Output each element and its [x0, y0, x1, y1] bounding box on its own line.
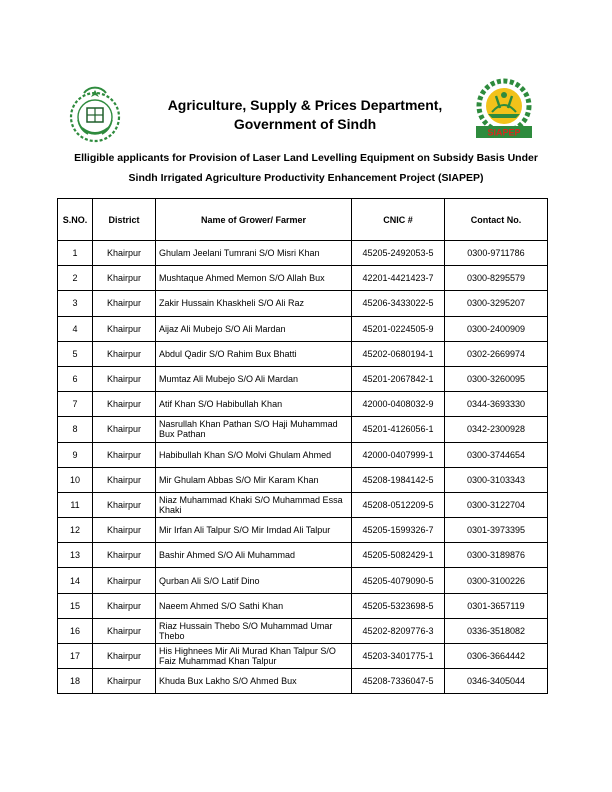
- cell-contact: 0342-2300928: [445, 417, 548, 442]
- cell-name: Mumtaz Ali Mubejo S/O Ali Mardan: [156, 366, 352, 391]
- cell-cnic: 45202-0680194-1: [352, 341, 445, 366]
- page-header: [0, 0, 612, 200]
- cell-cnic: 45206-3433022-5: [352, 291, 445, 316]
- table-row: [58, 241, 548, 266]
- cell-cnic: 42000-0407999-1: [352, 442, 445, 467]
- table-row: [58, 291, 548, 316]
- header-district: District: [93, 199, 156, 241]
- cell-contact: 0346-3405044: [445, 669, 548, 694]
- cell-contact: 0302-2669974: [445, 341, 548, 366]
- cell-name: Mushtaque Ahmed Memon S/O Allah Bux: [156, 266, 352, 291]
- cell-name: Atif Khan S/O Habibullah Khan: [156, 392, 352, 417]
- cell-contact: 0301-3657119: [445, 593, 548, 618]
- cell-district: Khairpur: [93, 543, 156, 568]
- cell-name: His Highnees Mir Ali Murad Khan Talpur S/O Faiz Muhammad Khan Talpur: [156, 644, 352, 669]
- cell-district: Khairpur: [93, 291, 156, 316]
- cell-contact: 0300-3100226: [445, 568, 548, 593]
- cell-sno: 13: [58, 543, 93, 568]
- cell-sno: 9: [58, 442, 93, 467]
- cell-cnic: 45208-1984142-5: [352, 467, 445, 492]
- cell-contact: 0300-2400909: [445, 316, 548, 341]
- cell-sno: 3: [58, 291, 93, 316]
- cell-sno: 11: [58, 492, 93, 517]
- document-subtitle: [40, 148, 572, 188]
- cell-sno: 12: [58, 518, 93, 543]
- sindh-government-emblem-icon: [66, 84, 124, 146]
- cell-sno: 18: [58, 669, 93, 694]
- table-row: [58, 593, 548, 618]
- cell-cnic: 45201-2067842-1: [352, 366, 445, 391]
- cell-name: Naeem Ahmed S/O Sathi Khan: [156, 593, 352, 618]
- cell-sno: 6: [58, 366, 93, 391]
- cell-name: Habibullah Khan S/O Molvi Ghulam Ahmed: [156, 442, 352, 467]
- cell-name: Khuda Bux Lakho S/O Ahmed Bux: [156, 669, 352, 694]
- cell-contact: 0300-9711786: [445, 241, 548, 266]
- cell-district: Khairpur: [93, 644, 156, 669]
- table-row: [58, 341, 548, 366]
- table-row: [58, 644, 548, 669]
- cell-sno: 16: [58, 618, 93, 643]
- cell-name: Mir Irfan Ali Talpur S/O Mir Imdad Ali Talpur: [156, 518, 352, 543]
- cell-name: Aijaz Ali Mubejo S/O Ali Mardan: [156, 316, 352, 341]
- cell-district: Khairpur: [93, 568, 156, 593]
- cell-sno: 14: [58, 568, 93, 593]
- cell-district: Khairpur: [93, 316, 156, 341]
- table-row: [58, 518, 548, 543]
- cell-district: Khairpur: [93, 618, 156, 643]
- cell-name: Qurban Ali S/O Latif Dino: [156, 568, 352, 593]
- table-row: [58, 392, 548, 417]
- cell-sno: 5: [58, 341, 93, 366]
- cell-contact: 0300-3122704: [445, 492, 548, 517]
- cell-district: Khairpur: [93, 467, 156, 492]
- cell-cnic: 42000-0408032-9: [352, 392, 445, 417]
- cell-contact: 0300-3744654: [445, 442, 548, 467]
- table-header-row: [58, 199, 548, 241]
- cell-contact: 0336-3518082: [445, 618, 548, 643]
- cell-contact: 0300-3103343: [445, 467, 548, 492]
- cell-cnic: 45205-5082429-1: [352, 543, 445, 568]
- cell-district: Khairpur: [93, 366, 156, 391]
- siapep-logo-text: SIAPEP: [487, 127, 521, 138]
- cell-sno: 4: [58, 316, 93, 341]
- department-title: [150, 96, 460, 134]
- cell-name: Bashir Ahmed S/O Ali Muhammad: [156, 543, 352, 568]
- header-cnic: CNIC #: [352, 199, 445, 241]
- cell-name: Zakir Hussain Khaskheli S/O Ali Raz: [156, 291, 352, 316]
- table-row: [58, 266, 548, 291]
- cell-name: Abdul Qadir S/O Rahim Bux Bhatti: [156, 341, 352, 366]
- cell-sno: 2: [58, 266, 93, 291]
- cell-sno: 10: [58, 467, 93, 492]
- header-sno: S.NO.: [58, 199, 93, 241]
- cell-district: Khairpur: [93, 669, 156, 694]
- table-row: [58, 442, 548, 467]
- cell-cnic: 45205-4079090-5: [352, 568, 445, 593]
- applicants-table: [57, 198, 548, 694]
- cell-cnic: 45208-7336047-5: [352, 669, 445, 694]
- cell-cnic: 45202-8209776-3: [352, 618, 445, 643]
- header-contact: Contact No.: [445, 199, 548, 241]
- table-row: [58, 618, 548, 643]
- cell-name: Nasrullah Khan Pathan S/O Haji Muhammad Bux Pathan: [156, 417, 352, 442]
- cell-district: Khairpur: [93, 241, 156, 266]
- cell-district: Khairpur: [93, 492, 156, 517]
- table-row: [58, 543, 548, 568]
- cell-cnic: 45205-2492053-5: [352, 241, 445, 266]
- subtitle-line2: Sindh Irrigated Agriculture Productivity Enhancement Project (SIAPEP): [128, 172, 484, 184]
- cell-cnic: 45201-4126056-1: [352, 417, 445, 442]
- subtitle-line1: Elligible applicants for Provision of Laser Land Levelling Equipment on Subsidy Basis Under: [74, 152, 538, 164]
- table-row: [58, 316, 548, 341]
- cell-sno: 15: [58, 593, 93, 618]
- department-title-line2: Government of Sindh: [233, 116, 377, 132]
- table-row: [58, 366, 548, 391]
- cell-district: Khairpur: [93, 341, 156, 366]
- cell-district: Khairpur: [93, 417, 156, 442]
- cell-sno: 17: [58, 644, 93, 669]
- table-row: [58, 568, 548, 593]
- cell-district: Khairpur: [93, 392, 156, 417]
- cell-cnic: 42201-4421423-7: [352, 266, 445, 291]
- cell-contact: 0306-3664442: [445, 644, 548, 669]
- cell-district: Khairpur: [93, 593, 156, 618]
- cell-sno: 7: [58, 392, 93, 417]
- cell-contact: 0300-3189876: [445, 543, 548, 568]
- table-row: [58, 492, 548, 517]
- cell-name: Niaz Muhammad Khaki S/O Muhammad Essa Khaki: [156, 492, 352, 517]
- cell-cnic: 45205-1599326-7: [352, 518, 445, 543]
- table-row: [58, 467, 548, 492]
- cell-sno: 1: [58, 241, 93, 266]
- cell-contact: 0300-3295207: [445, 291, 548, 316]
- cell-contact: 0344-3693330: [445, 392, 548, 417]
- cell-contact: 0300-8295579: [445, 266, 548, 291]
- cell-district: Khairpur: [93, 442, 156, 467]
- cell-name: Ghulam Jeelani Tumrani S/O Misri Khan: [156, 241, 352, 266]
- table-row: [58, 669, 548, 694]
- siapep-logo-icon: [466, 78, 542, 140]
- cell-contact: 0301-3973395: [445, 518, 548, 543]
- cell-sno: 8: [58, 417, 93, 442]
- cell-cnic: 45203-3401775-1: [352, 644, 445, 669]
- cell-cnic: 45205-5323698-5: [352, 593, 445, 618]
- cell-name: Mir Ghulam Abbas S/O Mir Karam Khan: [156, 467, 352, 492]
- cell-district: Khairpur: [93, 266, 156, 291]
- department-title-line1: Agriculture, Supply & Prices Department,: [167, 97, 443, 113]
- header-name: Name of Grower/ Farmer: [156, 199, 352, 241]
- cell-district: Khairpur: [93, 518, 156, 543]
- table-row: [58, 417, 548, 442]
- cell-contact: 0300-3260095: [445, 366, 548, 391]
- cell-cnic: 45201-0224505-9: [352, 316, 445, 341]
- cell-cnic: 45208-0512209-5: [352, 492, 445, 517]
- cell-name: Riaz Hussain Thebo S/O Muhammad Umar Thebo: [156, 618, 352, 643]
